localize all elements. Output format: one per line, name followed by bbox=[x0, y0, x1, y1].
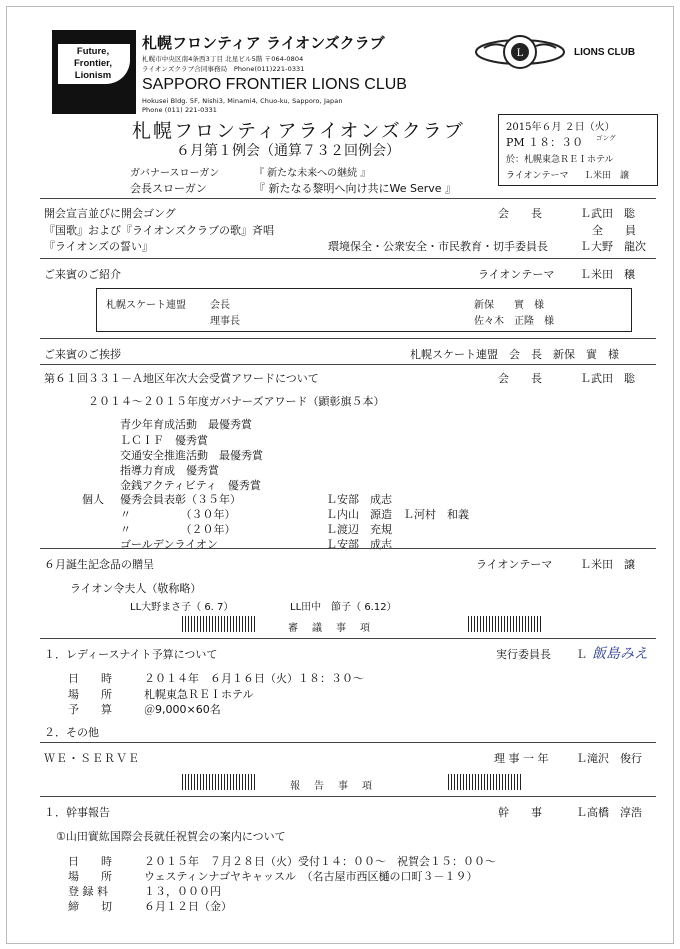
divider bbox=[40, 364, 656, 365]
individual-label: 個人 bbox=[82, 493, 104, 506]
barcode-left bbox=[182, 616, 256, 632]
opening-name-1: Ｌ武田 聡 bbox=[580, 207, 635, 220]
slogan-text-governor: 『 新たな未来への継続 』 bbox=[254, 168, 371, 179]
address-en: Hokusei Bldg. 5F, Nishi3, Minami4, Chuo-ku, Sapporo, Japan bbox=[142, 97, 343, 105]
opening-name-3: Ｌ大野 龍次 bbox=[580, 240, 646, 253]
slogan-label-president: 会長スローガン bbox=[130, 182, 207, 195]
club-name-en: SAPPORO FRONTIER LIONS CLUB bbox=[142, 76, 407, 93]
detail-label: 場 所 bbox=[68, 688, 112, 701]
we-serve-role: 理 事 一 年 bbox=[494, 752, 549, 765]
guest-position-2: 理事長 bbox=[210, 316, 240, 327]
gong-note: ゴング bbox=[596, 134, 616, 142]
award-item: 交通安全推進活動 最優秀賞 bbox=[120, 449, 263, 462]
barcode-right bbox=[448, 774, 522, 790]
divider bbox=[40, 258, 656, 259]
divider bbox=[40, 548, 656, 549]
detail-label: 予 算 bbox=[68, 703, 112, 716]
report-item1-title: １．幹事報告 bbox=[44, 806, 110, 819]
meeting-title: 札幌フロンティアライオンズクラブ bbox=[132, 120, 465, 142]
individual-names: Ｌ安部 成志 bbox=[326, 538, 392, 551]
opening-title-2: 『国歌』および『ライオンズクラブの歌』斉唱 bbox=[44, 224, 275, 237]
birthday-person: LL大野まさ子（ 6. 7） bbox=[130, 602, 234, 613]
birthday-sub: ライオン令夫人（敬称略） bbox=[70, 582, 202, 595]
divider bbox=[40, 198, 656, 199]
guest-greeting-title: ご来賓のご挨拶 bbox=[44, 348, 121, 361]
meeting-theme-role: ライオンテーマ bbox=[506, 171, 569, 181]
detail-label: 締 切 bbox=[68, 900, 112, 913]
individual-award: 優秀会員表彰（３５年） bbox=[120, 493, 241, 506]
detail-label: 場 所 bbox=[68, 870, 112, 883]
detail-label: 日 時 bbox=[68, 672, 112, 685]
office-jp: ライオンズクラブ合同事務局 Phone(011)221-0331 bbox=[142, 65, 305, 73]
deliberation-item1-role: 実行委員長 bbox=[496, 648, 551, 661]
awards-title: 第６１回３３１－Ａ地区年次大会受賞アワードについて bbox=[44, 372, 319, 385]
guest-intro-role: ライオンテーマ bbox=[478, 268, 555, 281]
slogan-label-governor: ガバナースローガン bbox=[130, 168, 220, 179]
we-serve-text: ＷＥ・ＳＥＲＶＥ bbox=[44, 752, 140, 765]
birthday-name: Ｌ米田 譲 bbox=[580, 558, 635, 571]
guest-org: 札幌スケート連盟 bbox=[106, 300, 186, 311]
individual-award: ゴールデンライオン bbox=[120, 538, 218, 551]
address-jp: 札幌市中央区南4条西3丁目 北星ビル5階 〒064-0804 bbox=[142, 55, 304, 63]
individual-award: 〃 （２０年） bbox=[120, 523, 236, 536]
individual-names: Ｌ安部 成志 bbox=[326, 493, 392, 506]
we-serve-name: Ｌ滝沢 俊行 bbox=[576, 752, 642, 765]
individual-award: 〃 （３０年） bbox=[120, 508, 236, 521]
deliberation-item1-prefix: Ｌ bbox=[576, 648, 587, 661]
award-item: ＬＣＩＦ 優秀賞 bbox=[120, 434, 208, 447]
meeting-time: PM １８：３０ bbox=[506, 136, 584, 149]
guest-greeting-speaker: 札幌スケート連盟 会 長 新保 實 様 bbox=[410, 348, 619, 361]
birthday-role: ライオンテーマ bbox=[476, 558, 553, 571]
detail-value: 札幌東急ＲＥＩホテル bbox=[144, 688, 254, 701]
club-name-jp: 札幌フロンティア ライオンズクラブ bbox=[142, 34, 385, 52]
award-item: 青少年育成活動 最優秀賞 bbox=[120, 418, 252, 431]
detail-value: ＠9,000×60名 bbox=[144, 703, 221, 716]
guest-intro-title: ご来賓のご紹介 bbox=[44, 268, 121, 281]
deliberation-header: 審 議 事 項 bbox=[288, 623, 372, 634]
report-sub-title: ①山田實紘国際会長就任祝賀会の案内について bbox=[56, 830, 286, 843]
detail-value: １３，０００円 bbox=[144, 885, 221, 898]
deliberation-item2-title: ２．その他 bbox=[44, 726, 99, 739]
detail-value: ６月１２日（金） bbox=[144, 900, 232, 913]
opening-title-3: 『ライオンズの誓い』 bbox=[44, 240, 154, 253]
divider bbox=[40, 338, 656, 339]
logo-text: Future, Frontier, Lionism bbox=[73, 46, 112, 81]
divider bbox=[40, 796, 656, 797]
phone-en: Phone (011) 221-0331 bbox=[142, 106, 218, 114]
guest-name-2: 佐々木 正隆 様 bbox=[474, 316, 554, 327]
meeting-subtitle: ６月第１例会（通算７３２回例会） bbox=[176, 143, 400, 159]
club-logo bbox=[52, 30, 136, 114]
birthday-title: ６月誕生記念品の贈呈 bbox=[44, 558, 154, 571]
deliberation-item1-title: １．レディースナイト予算について bbox=[44, 648, 218, 661]
svg-text:L: L bbox=[516, 48, 524, 59]
guest-position-1: 会長 bbox=[210, 300, 230, 311]
lions-club-label: LIONS CLUB bbox=[574, 47, 636, 58]
award-item: 指導力育成 優秀賞 bbox=[120, 464, 219, 477]
lions-emblem-icon bbox=[474, 32, 566, 72]
award-item: 金銭アクティビティ 優秀賞 bbox=[120, 479, 261, 492]
opening-name-2: 全 員 bbox=[592, 224, 636, 237]
report-item1-name: Ｌ高橋 淳浩 bbox=[576, 806, 642, 819]
guest-intro-name: Ｌ米田 穣 bbox=[580, 268, 635, 281]
guest-name-1: 新保 實 様 bbox=[474, 300, 544, 311]
meeting-date: 2015年６月 ２日（火） bbox=[506, 122, 615, 133]
meeting-theme-name: Ｌ米田 譲 bbox=[584, 171, 630, 181]
report-header: 報 告 事 項 bbox=[290, 781, 374, 792]
barcode-left bbox=[182, 774, 256, 790]
meeting-venue: 於：札幌東急ＲＥＩホテル bbox=[506, 155, 614, 165]
detail-value: ウェスティンナゴヤキャッスル （名古屋市西区樋の口町３－１９） bbox=[144, 870, 478, 883]
awards-subtitle: ２０１４～２０１５年度ガバナーズアワード（顕彰旗５本） bbox=[88, 395, 385, 408]
opening-role-3: 環境保全・公衆安全・市民教育・切手委員長 bbox=[328, 240, 548, 253]
report-item1-role: 幹 事 bbox=[498, 806, 542, 819]
individual-names: Ｌ内山 源造 Ｌ河村 和義 bbox=[326, 508, 469, 521]
detail-label: 日 時 bbox=[68, 855, 112, 868]
birthday-person: LL田中 節子（ 6.12） bbox=[290, 602, 397, 613]
handwritten-signature: 飯島みえ bbox=[592, 646, 648, 662]
barcode-right bbox=[468, 616, 542, 632]
awards-name: Ｌ武田 聡 bbox=[580, 372, 635, 385]
awards-role: 会 長 bbox=[498, 372, 542, 385]
slogan-text-president: 『 新たなる黎明へ向け共にWe Serve 』 bbox=[254, 182, 457, 195]
detail-value: ２０１５年 ７月２８日（火）受付１４：００～ 祝賀会１５：００～ bbox=[144, 855, 496, 868]
opening-role-1: 会 長 bbox=[498, 207, 542, 220]
detail-label: 登 録 料 bbox=[68, 885, 108, 898]
individual-names: Ｌ渡辺 充規 bbox=[326, 523, 392, 536]
divider bbox=[40, 742, 656, 743]
divider bbox=[40, 638, 656, 639]
detail-value: ２０１４年 ６月１６日（火）１８：３０～ bbox=[144, 672, 364, 685]
opening-title-1: 開会宣言並びに開会ゴング bbox=[44, 207, 176, 220]
